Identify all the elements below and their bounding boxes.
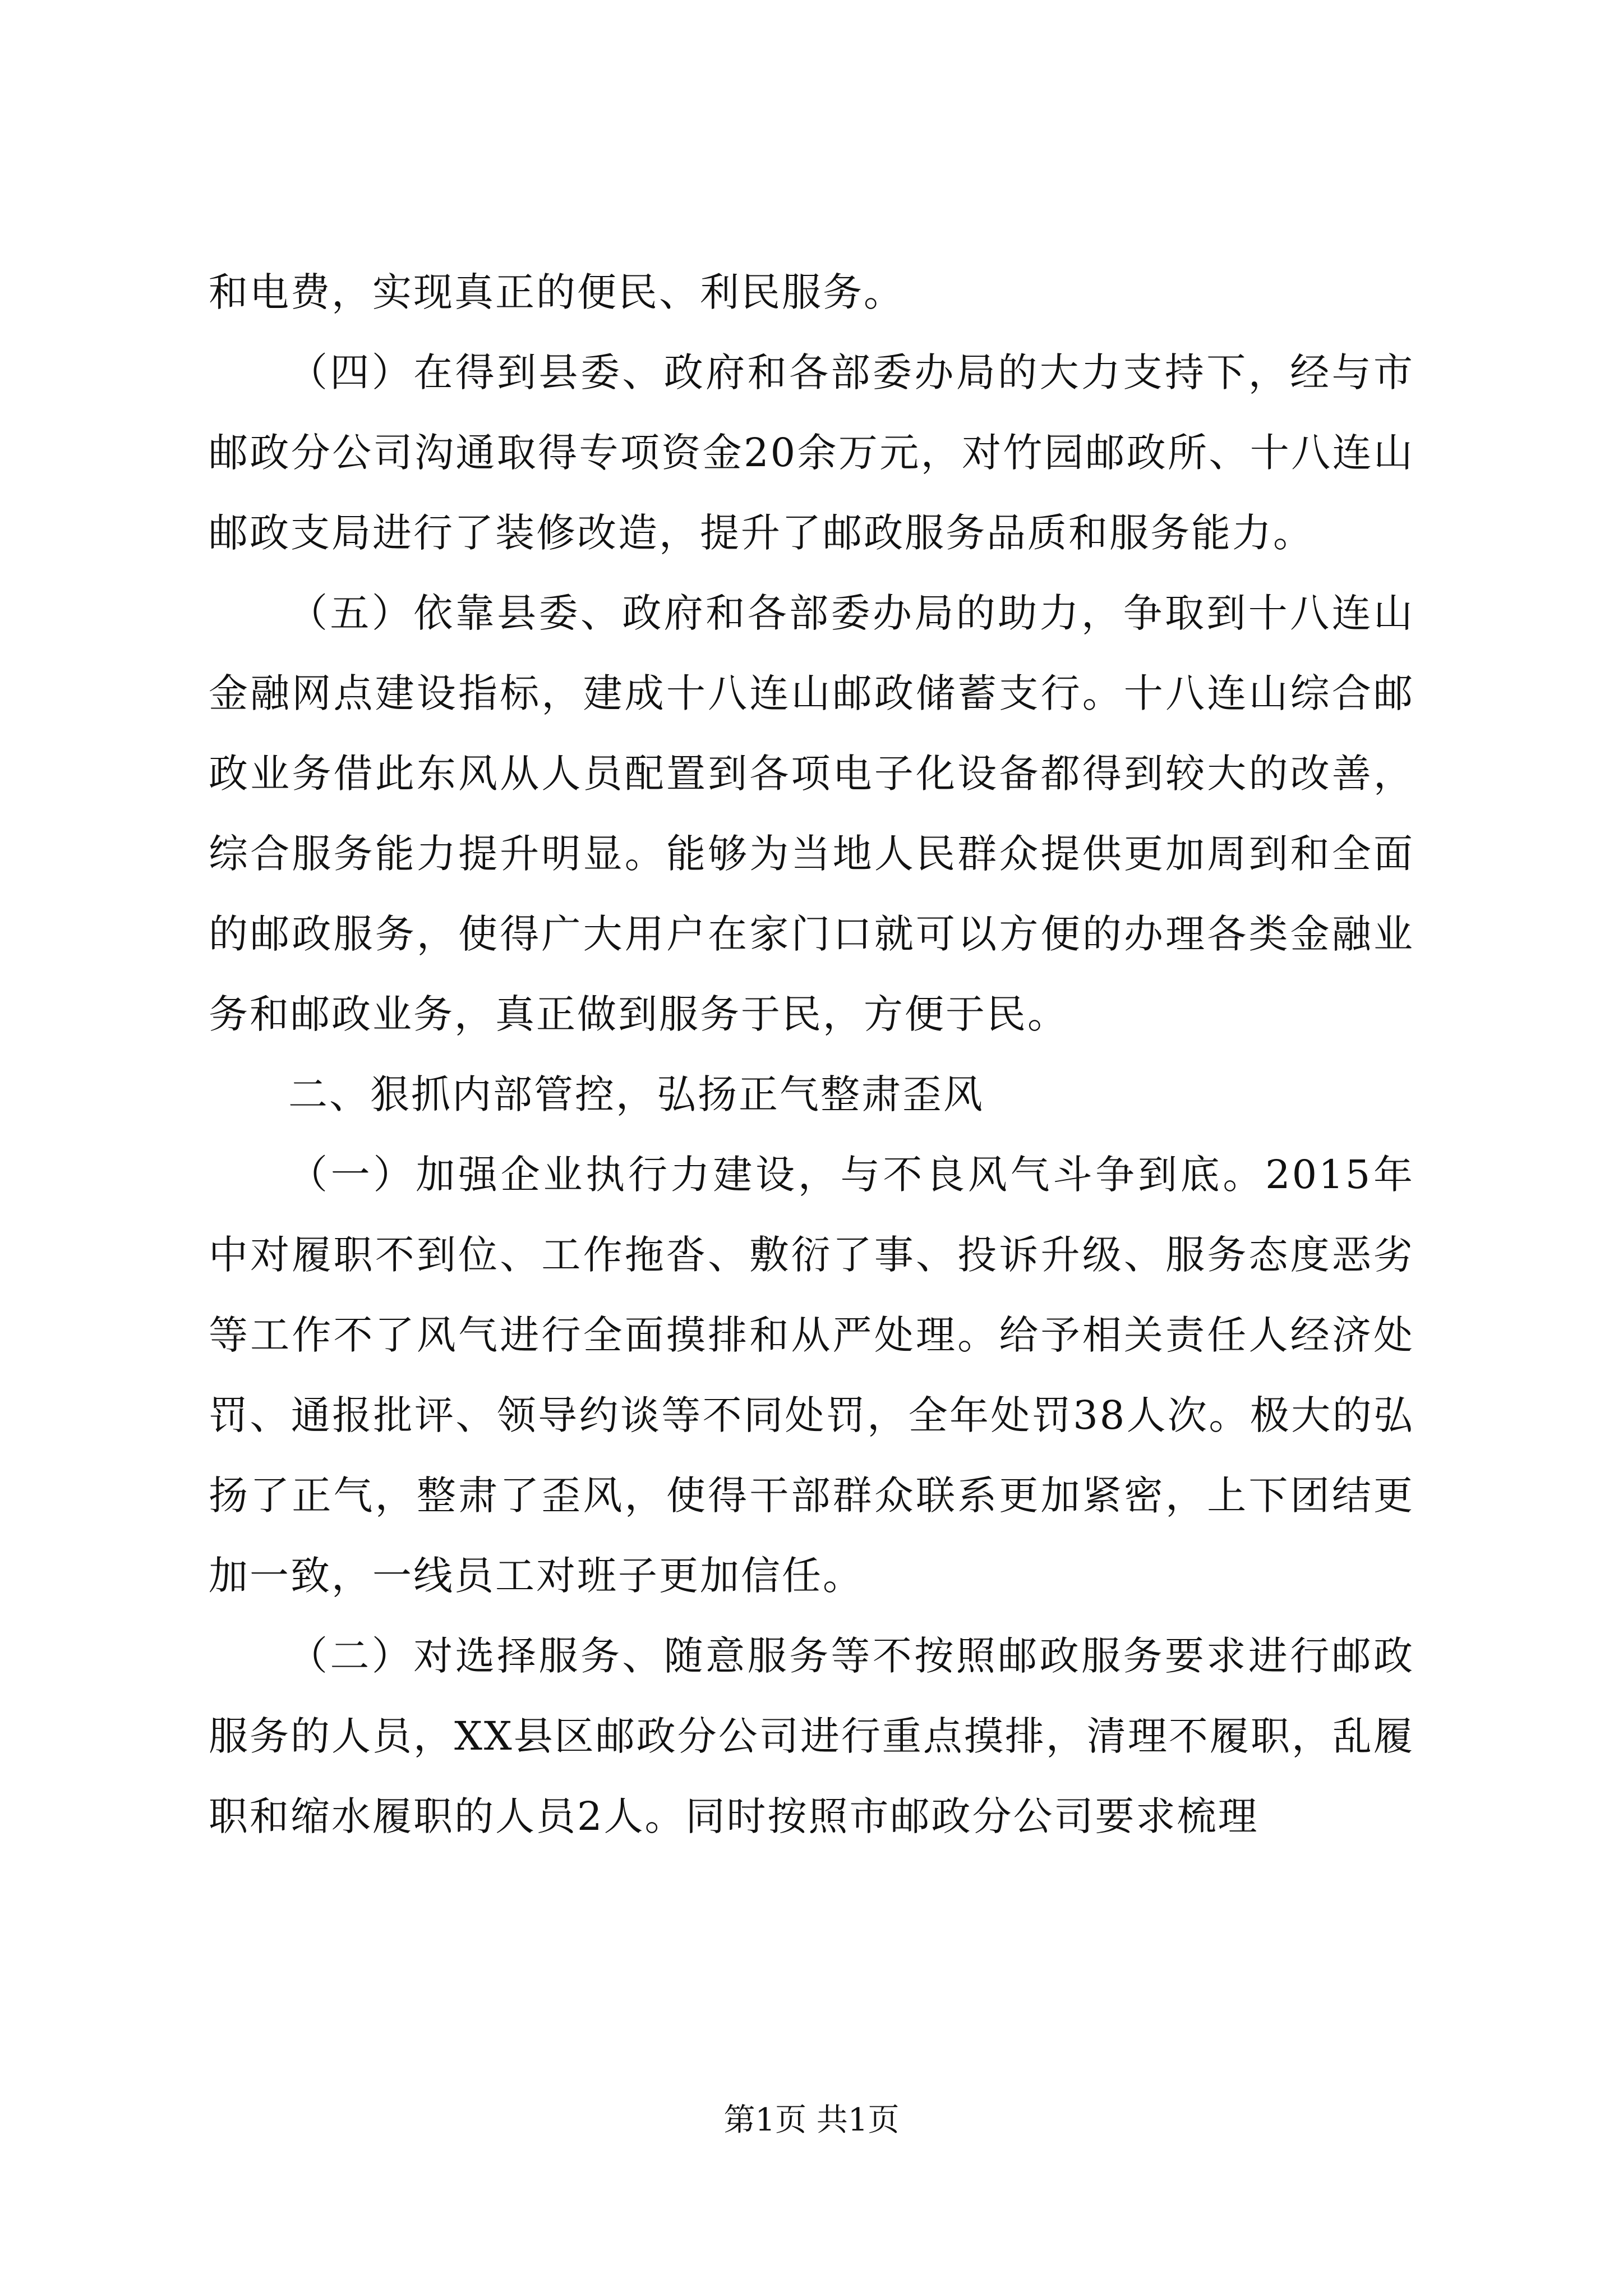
paragraph-item-5: （五）依靠县委、政府和各部委办局的助力，争取到十八连山金融网点建设指标，建成十八连山邮政储蓄支行。十八连山综合邮政业务借此东风从人员配置到各项电子化设备都得到较大的改善，综合服务能力提升明显。能够为当地人民群众提供更加周到和全面的邮政服务，使得广大用户在家门口就可以方便的办理各类金融业务和邮政业务，真正做到服务于民，方便于民。 xyxy=(209,590,1414,1037)
paragraph-item-1: （一）加强企业执行力建设，与不良风气斗争到底。2015年中对履职不到位、工作拖沓、敷衍了事、投诉升级、服务态度恶劣等工作不了风气进行全面摸排和从严处理。给予相关责任人经济处罚、通报批评、领导约谈等不同处罚，全年处罚38人次。极大的弘扬了正气，整肃了歪风，使得干部群众联系更加紧密，上下团结更加一致，一线员工对班子更加信任。 xyxy=(209,1152,1414,1599)
paragraph-continuation: 和电费，实现真正的便民、利民服务。 xyxy=(209,269,905,315)
document-body xyxy=(209,252,1414,1857)
section-heading-2: 二、狠抓内部管控，弘扬正气整肃歪风 xyxy=(288,1071,984,1117)
page-footer: 第1页 共1页 xyxy=(723,2102,900,2138)
paragraph-item-4: （四）在得到县委、政府和各部委办局的大力支持下，经与市邮政分公司沟通取得专项资金20余万元，对竹园邮政所、十八连山邮政支局进行了装修改造，提升了邮政服务品质和服务能力。 xyxy=(209,349,1414,556)
paragraph-item-2: （二）对选择服务、随意服务等不按照邮政服务要求进行邮政服务的人员，XX县区邮政分公司进行重点摸排，清理不履职，乱履职和缩水履职的人员2人。同时按照市邮政分公司要求梳理 xyxy=(209,1633,1414,1839)
